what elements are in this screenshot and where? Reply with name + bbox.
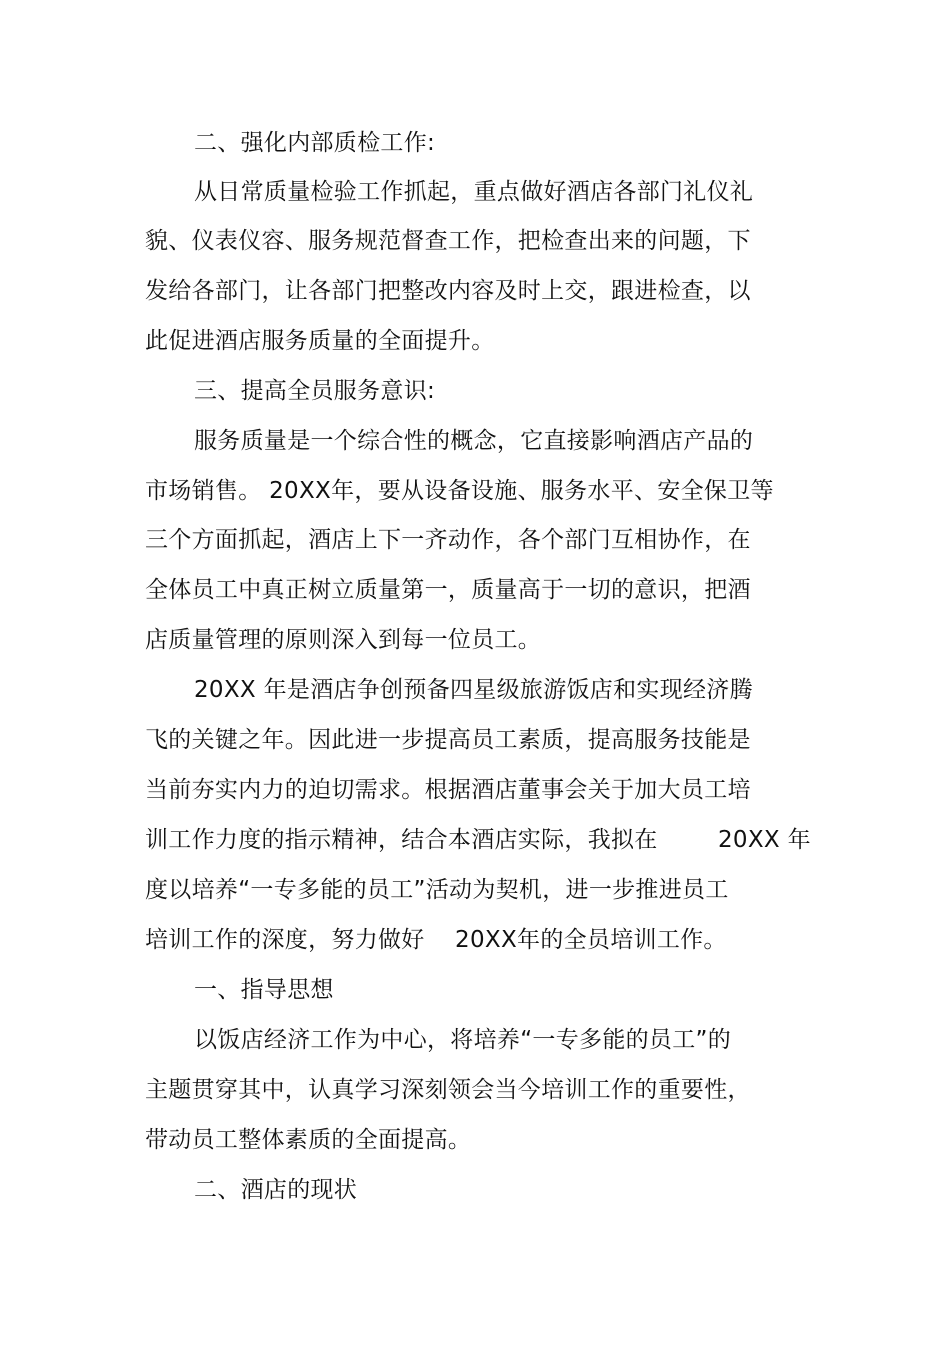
paragraph-line: 主题贯穿其中，认真学习深刻领会当今培训工作的重要性， (145, 1077, 751, 1103)
paragraph-line: 训工作力度的指示精神，结合本酒店实际，我拟在 (145, 827, 658, 853)
paragraph-line: 发给各部门，让各部门把整改内容及时上交，跟进检查，以 (145, 278, 751, 304)
paragraph-line: 飞的关键之年。因此进一步提高员工素质，提高服务技能是 (145, 727, 751, 753)
section-heading-guiding-ideology: 一、指导思想 (194, 977, 334, 1003)
paragraph-line: 市场销售。 20XX年，要从设备设施、服务水平、安全保卫等 (145, 478, 774, 504)
paragraph-line: 此促进酒店服务质量的全面提升。 (145, 328, 495, 354)
paragraph-line: 20XX 年是酒店争创预备四星级旅游饭店和实现经济腾 (194, 677, 753, 703)
paragraph-line: 服务质量是一个综合性的概念，它直接影响酒店产品的 (194, 428, 754, 454)
paragraph-line-year-fragment: 20XX 年 (718, 827, 811, 853)
paragraph-line: 度以培养“一专多能的员工”活动为契机，进一步推进员工 (145, 877, 729, 903)
paragraph-line: 从日常质量检验工作抓起，重点做好酒店各部门礼仪礼 (194, 179, 754, 205)
paragraph-line: 全体员工中真正树立质量第一，质量高于一切的意识，把酒 (145, 577, 751, 603)
paragraph-line: 带动员工整体素质的全面提高。 (145, 1127, 472, 1153)
paragraph-line: 培训工作的深度，努力做好 20XX年的全员培训工作。 (145, 927, 727, 953)
section-heading-hotel-status: 二、酒店的现状 (194, 1177, 358, 1203)
section-heading-service-awareness: 三、提高全员服务意识: (194, 378, 436, 404)
paragraph-line: 三个方面抓起，酒店上下一齐动作，各个部门互相协作，在 (145, 527, 751, 553)
paragraph-line: 以饭店经济工作为中心，将培养“一专多能的员工”的 (194, 1027, 732, 1053)
section-heading-quality-inspection: 二、强化内部质检工作: (194, 130, 436, 156)
paragraph-line: 店质量管理的原则深入到每一位员工。 (145, 627, 542, 653)
paragraph-line: 貌、仪表仪容、服务规范督查工作，把检查出来的问题，下 (145, 228, 751, 254)
paragraph-line: 当前夯实内力的迫切需求。根据酒店董事会关于加大员工培 (145, 777, 751, 803)
